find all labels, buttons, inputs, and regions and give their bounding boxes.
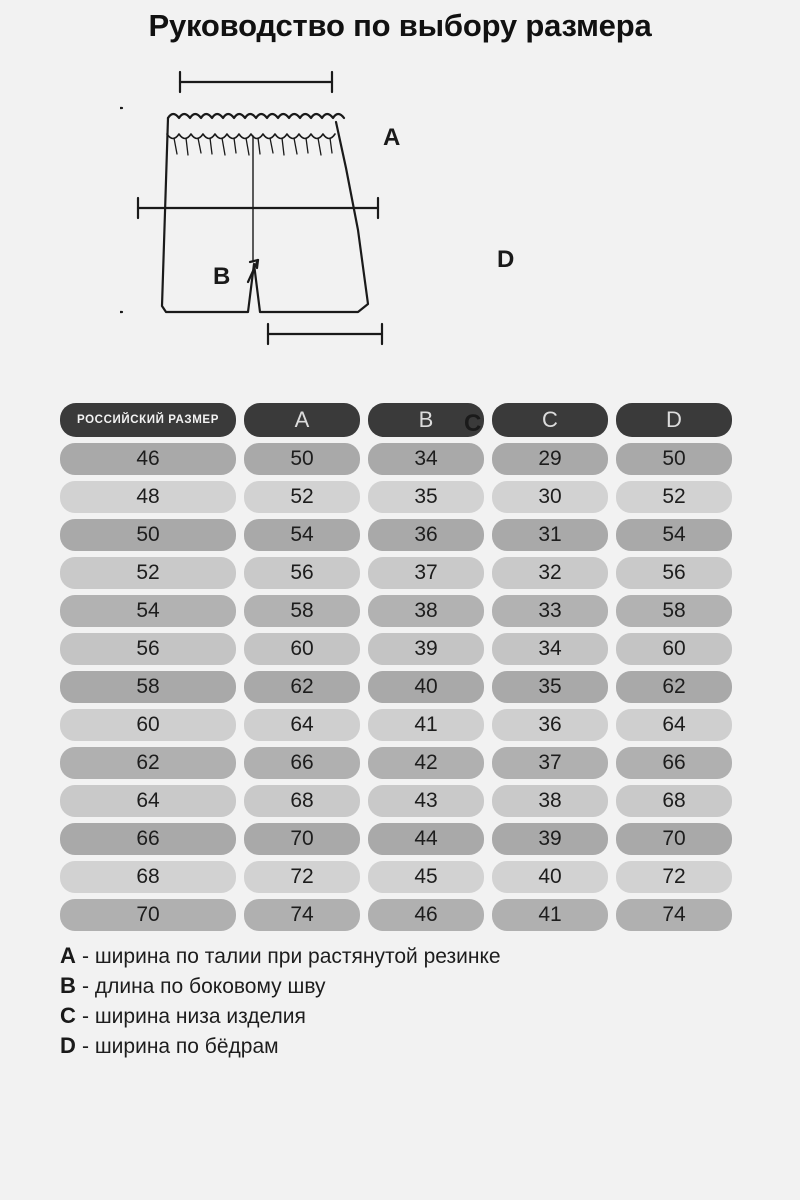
cell-measure-a: 62 (244, 671, 360, 703)
shorts-diagram-svg (120, 50, 680, 390)
table-row (60, 633, 740, 665)
cell-measure-d: 52 (616, 481, 732, 513)
cell-measure-d: 66 (616, 747, 732, 779)
cell-measure-c: 41 (492, 899, 608, 931)
cell-measure-d: 54 (616, 519, 732, 551)
cell-measure-a: 60 (244, 633, 360, 665)
column-header-a: A (244, 403, 360, 437)
legend-key-a: A (60, 943, 76, 968)
cell-measure-b: 37 (368, 557, 484, 589)
cell-size: 54 (60, 595, 236, 627)
cell-measure-a: 64 (244, 709, 360, 741)
diagram-label-c: C (464, 410, 482, 437)
cell-size: 50 (60, 519, 236, 551)
legend-text-b: - длина по боковому шву (82, 975, 326, 998)
table-row (60, 747, 740, 779)
cell-measure-d: 50 (616, 443, 732, 475)
cell-measure-a: 70 (244, 823, 360, 855)
cell-measure-a: 54 (244, 519, 360, 551)
cell-size: 48 (60, 481, 236, 513)
cell-measure-b: 35 (368, 481, 484, 513)
cell-measure-d: 56 (616, 557, 732, 589)
cell-measure-a: 56 (244, 557, 360, 589)
diagram-label-b: B (213, 263, 231, 290)
cell-measure-a: 66 (244, 747, 360, 779)
cell-measure-d: 60 (616, 633, 732, 665)
table-row (60, 557, 740, 589)
cell-measure-a: 72 (244, 861, 360, 893)
cell-measure-c: 40 (492, 861, 608, 893)
cell-size: 60 (60, 709, 236, 741)
table-row (60, 443, 740, 475)
page-title: Руководство по выбору размера (148, 8, 652, 43)
legend-text-c: - ширина низа изделия (82, 1005, 306, 1028)
cell-measure-b: 39 (368, 633, 484, 665)
cell-measure-a: 52 (244, 481, 360, 513)
cell-measure-c: 29 (492, 443, 608, 475)
legend-item-b (60, 971, 740, 1001)
size-table (60, 395, 740, 931)
legend-item-a (60, 941, 740, 971)
legend-item-d (60, 1031, 740, 1061)
legend-key-b: B (60, 973, 76, 998)
column-header-b: B (368, 403, 484, 437)
cell-size: 52 (60, 557, 236, 589)
column-header-size: РОССИЙСКИЙ РАЗМЕР (60, 403, 236, 437)
cell-measure-c: 39 (492, 823, 608, 855)
column-header-c: C (492, 403, 608, 437)
cell-measure-b: 34 (368, 443, 484, 475)
cell-measure-b: 38 (368, 595, 484, 627)
legend-key-d: D (60, 1033, 76, 1058)
cell-measure-b: 46 (368, 899, 484, 931)
cell-size: 58 (60, 671, 236, 703)
cell-measure-d: 62 (616, 671, 732, 703)
cell-measure-d: 68 (616, 785, 732, 817)
cell-measure-b: 36 (368, 519, 484, 551)
cell-measure-c: 37 (492, 747, 608, 779)
cell-measure-d: 72 (616, 861, 732, 893)
cell-size: 62 (60, 747, 236, 779)
cell-measure-b: 42 (368, 747, 484, 779)
cell-measure-a: 50 (244, 443, 360, 475)
cell-measure-b: 43 (368, 785, 484, 817)
cell-measure-c: 38 (492, 785, 608, 817)
cell-measure-c: 35 (492, 671, 608, 703)
table-row (60, 671, 740, 703)
cell-measure-d: 74 (616, 899, 732, 931)
cell-size: 66 (60, 823, 236, 855)
table-row (60, 709, 740, 741)
cell-measure-b: 45 (368, 861, 484, 893)
table-header-row (60, 403, 740, 437)
table-row (60, 861, 740, 893)
cell-measure-b: 44 (368, 823, 484, 855)
cell-measure-c: 30 (492, 481, 608, 513)
table-row (60, 899, 740, 931)
legend-key-c: C (60, 1003, 76, 1028)
table-row (60, 823, 740, 855)
cell-measure-a: 74 (244, 899, 360, 931)
cell-measure-d: 70 (616, 823, 732, 855)
cell-measure-c: 34 (492, 633, 608, 665)
table-row (60, 595, 740, 627)
diagram-label-a: A (383, 124, 401, 151)
cell-measure-d: 58 (616, 595, 732, 627)
table-row (60, 481, 740, 513)
cell-measure-b: 40 (368, 671, 484, 703)
diagram-label-d: D (497, 246, 515, 273)
cell-measure-b: 41 (368, 709, 484, 741)
legend (60, 941, 740, 1061)
table-row (60, 519, 740, 551)
cell-size: 70 (60, 899, 236, 931)
cell-measure-a: 58 (244, 595, 360, 627)
legend-text-d: - ширина по бёдрам (82, 1035, 279, 1058)
cell-measure-c: 33 (492, 595, 608, 627)
cell-size: 46 (60, 443, 236, 475)
cell-size: 68 (60, 861, 236, 893)
cell-measure-d: 64 (616, 709, 732, 741)
cell-measure-c: 31 (492, 519, 608, 551)
cell-size: 64 (60, 785, 236, 817)
table-row (60, 785, 740, 817)
cell-measure-c: 36 (492, 709, 608, 741)
cell-measure-c: 32 (492, 557, 608, 589)
legend-item-c (60, 1001, 740, 1031)
column-header-d: D (616, 403, 732, 437)
table-body (60, 443, 740, 931)
cell-size: 56 (60, 633, 236, 665)
legend-text-a: - ширина по талии при растянутой резинке (82, 945, 501, 968)
cell-measure-a: 68 (244, 785, 360, 817)
